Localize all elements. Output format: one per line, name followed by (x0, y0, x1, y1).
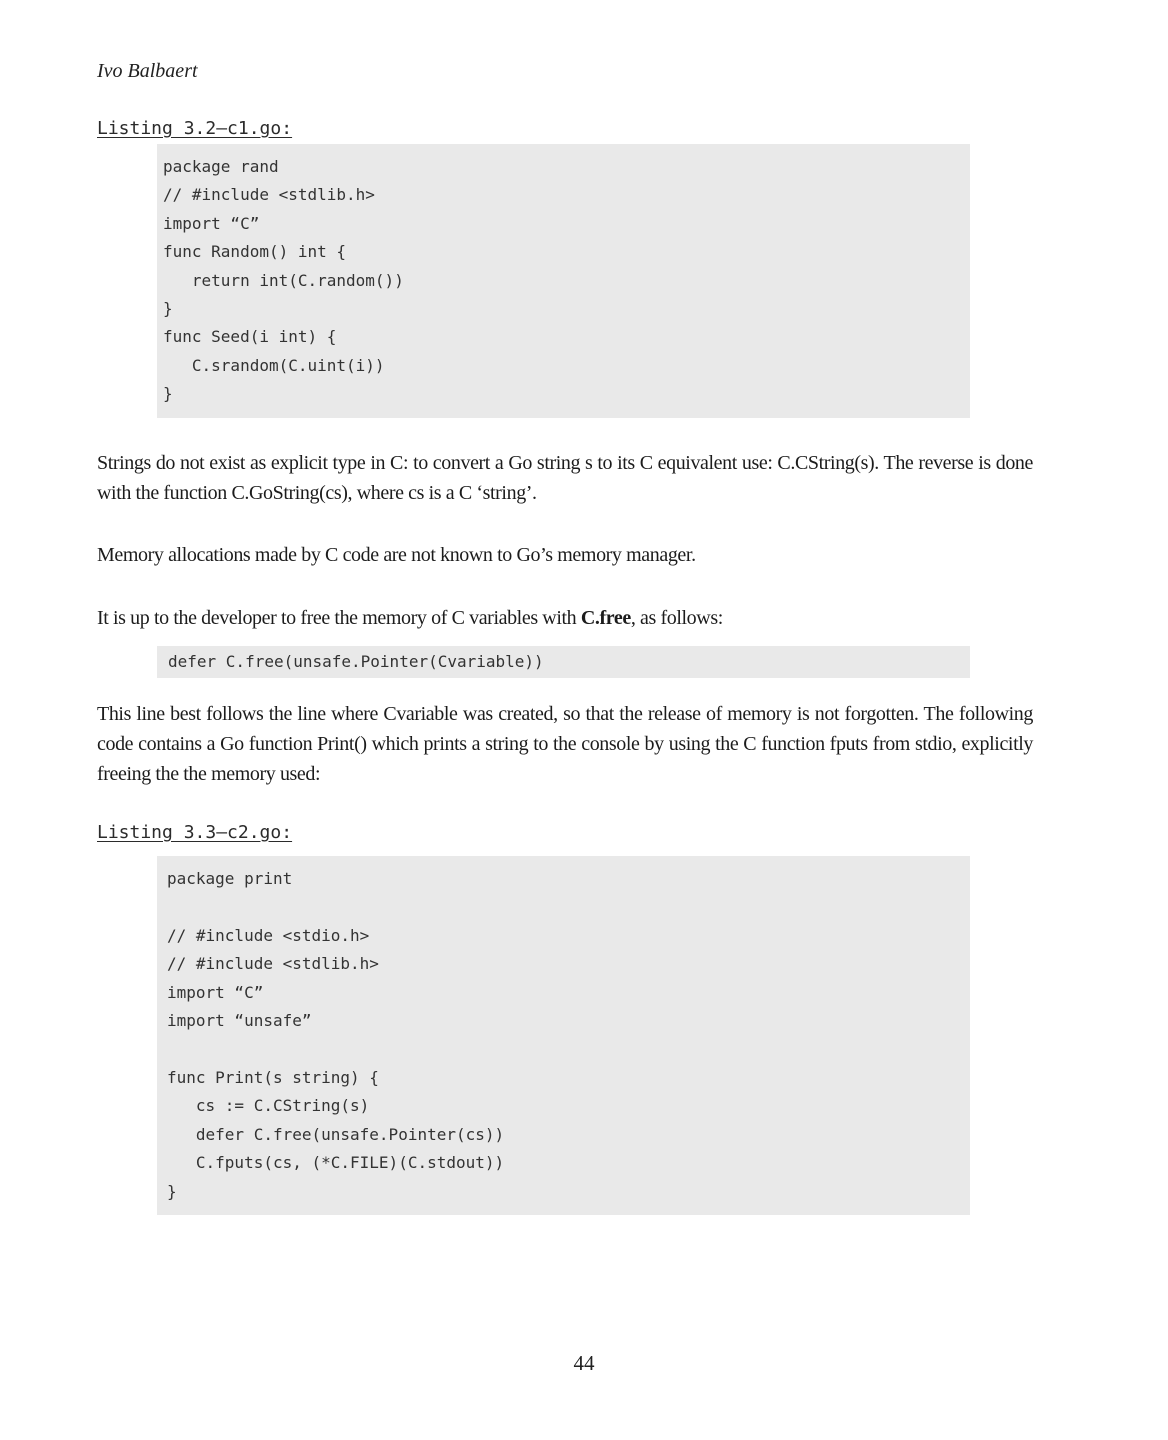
code-line: // #include <stdlib.h> (163, 185, 375, 205)
paragraph-strings-conversion: Strings do not exist as explicit type in C: to convert a Go string s to its C equivalent use: C.CString(s). The reverse is done with the function C.GoString(cs), where cs is a C ‘string’. (97, 451, 1033, 504)
listing-3-2-title-text: Listing 3.2—c1.go: (97, 118, 293, 139)
code-line: // #include <stdio.h> (167, 925, 370, 945)
page-number: 44 (573, 1351, 595, 1375)
paragraph-memory-allocations: Memory allocations made by C code are not known to Go’s memory manager. (97, 543, 696, 566)
code-line: C.fputs(cs, (*C.FILE)(C.stdout)) (167, 1153, 505, 1173)
code-line: } (163, 299, 173, 319)
listing-3-3-title-text: Listing 3.3—c2.go: (97, 822, 293, 844)
running-header-author: Ivo Balbaert (97, 60, 198, 82)
listing-3-2-code-block (157, 144, 970, 418)
code-line: func Random() int { (163, 242, 347, 262)
code-line: func Seed(i int) { (163, 327, 337, 347)
code-line: C.srandom(C.uint(i)) (163, 355, 385, 375)
code-line: defer C.free(unsafe.Pointer(Cvariable)) (168, 651, 544, 671)
code-line (167, 1035, 970, 1063)
listing-3-2-title (97, 118, 1033, 140)
paragraph-cfree-bold: C.free (580, 606, 631, 629)
code-line: defer C.free(unsafe.Pointer(cs)) (167, 1124, 505, 1144)
paragraph-cfree (97, 603, 1033, 633)
paragraph-cfree-before: It is up to the developer to free the memory of C variables with (97, 606, 581, 629)
paragraph-cfree-after: , as follows: (630, 606, 723, 629)
code-line: } (167, 1181, 177, 1201)
code-line: package rand (163, 157, 279, 176)
code-line: func Print(s string) { (167, 1067, 379, 1087)
code-line: import “C” (163, 213, 260, 233)
listing-3-3-title (97, 822, 1033, 844)
code-line: import “C” (167, 982, 264, 1002)
code-line: import “unsafe” (167, 1011, 312, 1031)
code-line: package print (167, 869, 293, 889)
paragraph-this-line: This line best follows the line where Cvariable was created, so that the release of memory is not forgotten. The following code contains a Go function Print() which prints a string to the console by using the C function fputs from stdio, explicitly freeing the the memory used: (97, 703, 1033, 786)
listing-3-3-code-block (157, 856, 970, 1215)
code-line: return int(C.random()) (163, 270, 404, 290)
code-line: cs := C.CString(s) (167, 1096, 370, 1116)
defer-code-block (157, 646, 970, 678)
code-line: // #include <stdlib.h> (167, 954, 379, 974)
code-line (167, 893, 970, 921)
code-line: } (163, 384, 173, 404)
